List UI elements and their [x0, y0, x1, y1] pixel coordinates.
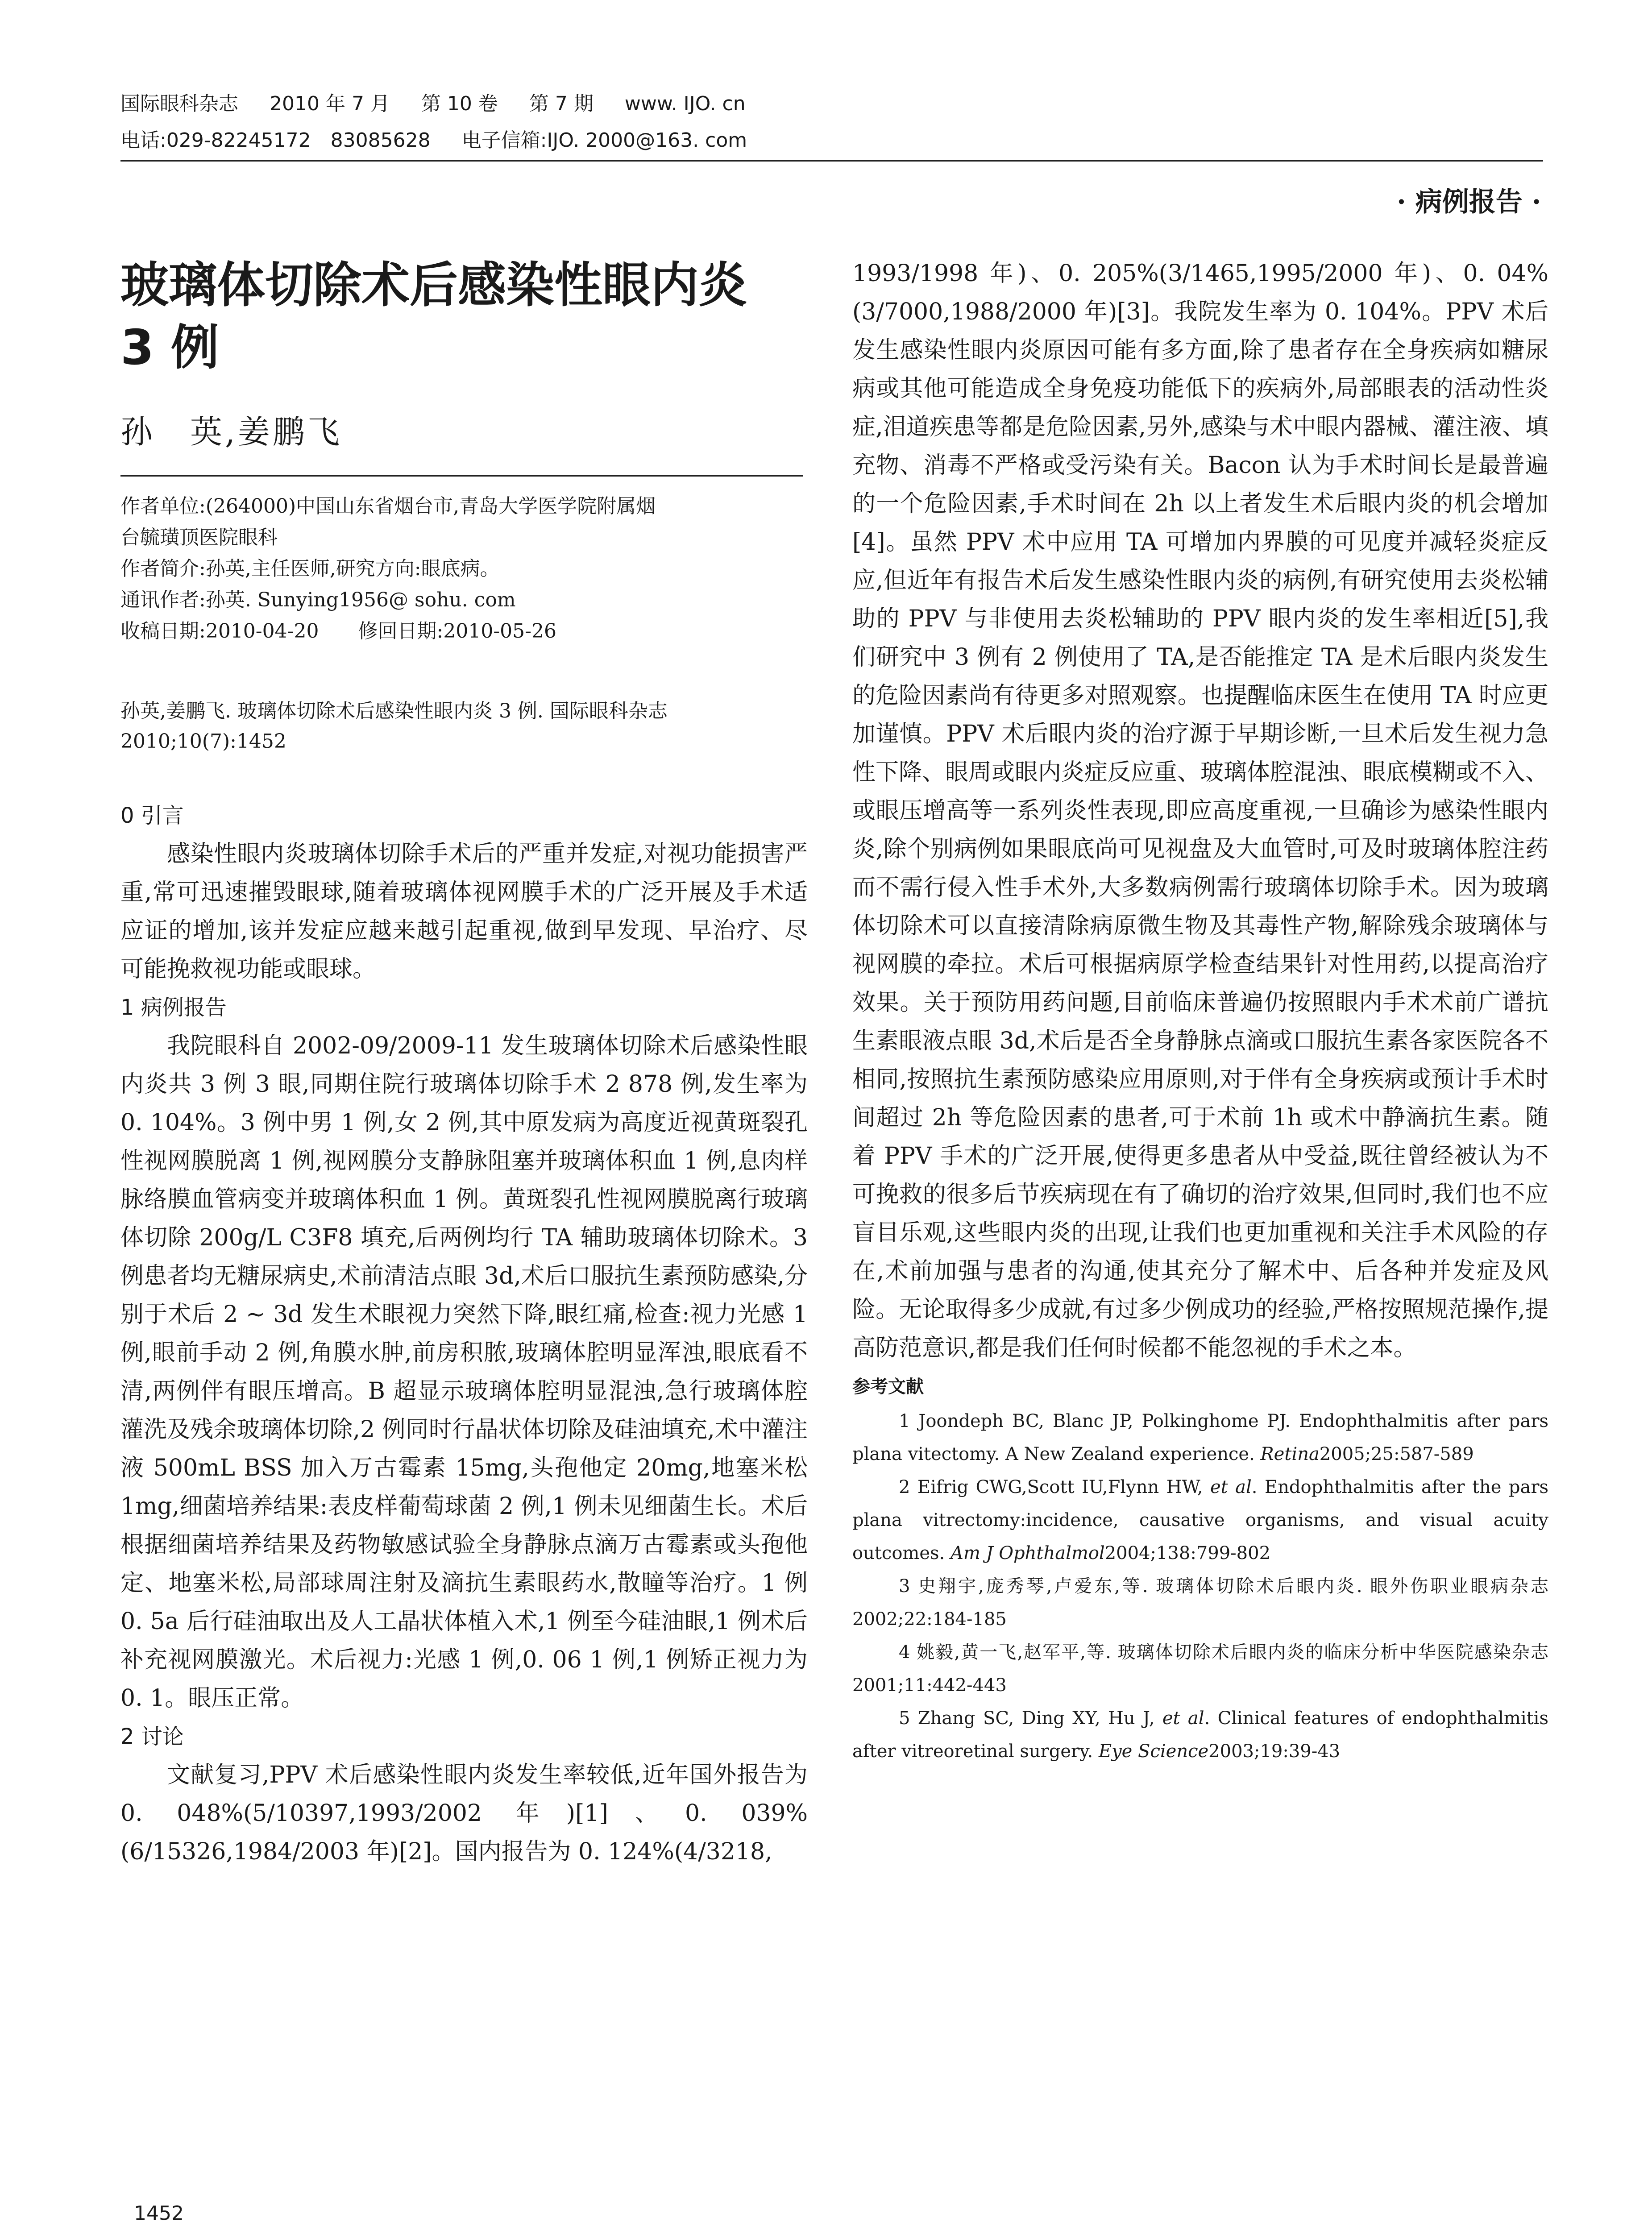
correspondence: 通讯作者:孙英. Sunying1956@ sohu. com: [120, 589, 516, 611]
contact-line: [120, 125, 778, 156]
journal-name: 国际眼科杂志: [120, 92, 238, 115]
author-rule: [120, 475, 803, 477]
intro-heading: 0 引言: [120, 803, 184, 828]
author-info: [120, 491, 803, 647]
header-rule: [120, 160, 1543, 162]
received-dates: 收稿日期:2010-04-20 修回日期:2010-05-26: [120, 620, 557, 643]
reference-2: 2 Eifrig CWG,Scott IU,Flynn HW, et al. Endophthalmitis after the pars plana vitrectomy:incidence, causative organisms, and visual acuity outcomes. Am J Ophthalmol2004;138:799-802: [852, 1477, 1549, 1563]
references-list: [852, 1405, 1548, 1768]
right-column: [852, 254, 1548, 1768]
title-line-1: 玻璃体切除术后感染性眼内炎: [120, 257, 747, 313]
authors: 孙 英,姜鹏飞: [120, 413, 342, 451]
reference-3: 3 史翔宇,庞秀琴,卢爱东,等. 玻璃体切除术后眼内炎. 眼外伤职业眼病杂志 2002;22:184-185: [852, 1576, 1548, 1630]
discussion-heading: 2 讨论: [120, 1724, 184, 1749]
email: 电子信箱:IJO. 2000@163. com: [461, 129, 747, 152]
title-line-2: 3 例: [120, 320, 219, 376]
reference-5: 5 Zhang SC, Ding XY, Hu J, et al. Clinical features of endophthalmitis after vitreoretinal surgery. Eye Science2003;19:39-43: [852, 1708, 1548, 1762]
affiliation-line-2: 台毓璜顶医院眼科: [120, 526, 278, 549]
section-label: · 病例报告 ·: [1397, 187, 1541, 218]
left-column: [120, 796, 808, 1871]
discussion-continued: 1993/1998 年)、0. 205%(3/1465,1995/2000 年)、0. 04%(3/7000,1988/2000 年)[3]。我院发生率为 0. 104%。PPV 术后发生感染性眼内炎原因可能有多方面,除了患者存在全身疾病如糖尿病或其他可能造成全身免疫功能低下的疾病外,局部眼表的活动性炎症,泪道疾患等都是危险因素,另外,感染与术中眼内器械、灌注液、填充物、消毒不严格或受污染有关。Bacon 认为手术时间长是最普遍的一个危险因素,手术时间在 2h 以上者发生术后眼内炎的机会增加[4]。虽然 PPV 术中应用 TA 可增加内界膜的可见度并减轻炎症反应,但近年有报告术后发生感染性眼内炎的病例,有研究使用去炎松辅助的 PPV 与非使用去炎松辅助的 PPV 眼内炎的发生率相近[5],我们研究中 3 例有 2 例使用了 TA,是否能推定 TA 是术后眼内炎发生的危险因素尚有待更多对照观察。也提醒临床医生在使用 TA 时应更加谨慎。PPV 术后眼内炎的治疗源于早期诊断,一旦术后发生视力急性下降、眼周或眼内炎症反应重、玻璃体腔混浊、眼底模糊或不入、或眼压增高等一系列炎性表现,即应高度重视,一旦确诊为感染性眼内炎,除个别病例如果眼底尚可见视盘及大血管时,可及时玻璃体腔注药而不需行侵入性手术外,大多数病例需行玻璃体切除手术。因为玻璃体切除术可以直接清除病原微生物及其毒性产物,解除残余玻璃体与视网膜的牵拉。术后可根据病原学检查结果针对性用药,以提高治疗效果。关于预防用药问题,目前临床普遍仍按照眼内手术术前广谱抗生素眼液点眼 3d,术后是否全身静脉点滴或口服抗生素各家医院各不相同,按照抗生素预防感染应用原则,对于伴有全身疾病或预计手术时间超过 2h 等危险因素的患者,可于术前 1h 或术中静滴抗生素。随着 PPV 手术的广泛开展,使得更多患者从中受益,既往曾经被认为不可挽救的很多后节疾病现在有了确切的治疗效果,但同时,我们也不应盲目乐观,这些眼内炎的出现,让我们也更加重视和关注手术风险的存在,术前加强与患者的沟通,使其充分了解术中、后各种并发症及风险。无论取得多少成就,有过多少例成功的经验,严格按照规范操作,提高防范意识,都是我们任何时候都不能忽视的手术之本。: [852, 260, 1549, 1361]
citation: 孙英,姜鹏飞. 玻璃体切除术后感染性眼内炎 3 例. 国际眼科杂志 2010;10(7):1452: [120, 700, 668, 753]
references-heading: 参考文献: [852, 1377, 924, 1397]
website-link[interactable]: www. IJO. cn: [624, 92, 746, 115]
issue: 第 7 期: [529, 92, 594, 115]
reference-4: 4 姚毅,黄一飞,赵军平,等. 玻璃体切除术后眼内炎的临床分析中华医院感染杂志 2001;11:442-443: [852, 1642, 1548, 1696]
phone: 电话:029-82245172 83085628: [120, 129, 431, 152]
page-number: 1452: [134, 2202, 184, 2225]
case-heading: 1 病例报告: [120, 995, 227, 1020]
case-paragraph: 我院眼科自 2002-09/2009-11 发生玻璃体切除术后感染性眼内炎共 3 例 3 眼,同期住院行玻璃体切除手术 2 878 例,发生率为 0. 104%。3 例中男 1 例,女 2 例,其中原发病为高度近视黄斑裂孔性视网膜脱离 1 例,视网膜分支静脉阻塞并玻璃体积血 1 例,息肉样脉络膜血管病变并玻璃体积血 1 例。黄斑裂孔性视网膜脱离行玻璃体切除 200g/L C3F8 填充,后两例均行 TA 辅助玻璃体切除术。3 例患者均无糖尿病史,术前清洁点眼 3d,术后口服抗生素预防感染,分别于术后 2 ~ 3d 发生术眼视力突然下降,眼红痛,检查:视力光感 1 例,眼前手动 2 例,角膜水肿,前房积脓,玻璃体腔明显浑浊,眼底看不清,两例伴有眼压增高。B 超显示玻璃体腔明显混浊,急行玻璃体腔灌洗及残余玻璃体切除,2 例同时行晶状体切除及硅油填充,术中灌注液 500mL BSS 加入万古霉素 15mg,头孢他定 20mg,地塞米松 1mg,细菌培养结果:表皮样葡萄球菌 2 例,1 例未见细菌生长。术后根据细菌培养结果及药物敏感试验全身静脉点滴万古霉素或头孢他定、地塞米松,局部球周注射及滴抗生素眼药水,散瞳等治疗。1 例 0. 5a 后行硅油取出及人工晶状体植入术,1 例至今硅油眼,1 例术后补充视网膜激光。术后视力:光感 1 例,0. 06 1 例,1 例矫正视力为 0. 1。眼压正常。: [120, 1033, 808, 1712]
volume: 第 10 卷: [421, 92, 498, 115]
reference-1: 1 Joondeph BC, Blanc JP, Polkinghome PJ. Endophthalmitis after pars plana vitectomy. A New Zealand experience. Retina2005;25:587-589: [852, 1411, 1548, 1464]
intro-paragraph: 感染性眼内炎玻璃体切除手术后的严重并发症,对视功能损害严重,常可迅速摧毁眼球,随着玻璃体视网膜手术的广泛开展及手术适应证的增加,该并发症应越来越引起重视,做到早发现、早治疗、尽可能挽救视功能或眼球。: [120, 841, 808, 983]
affiliation-line-1: 作者单位:(264000)中国山东省烟台市,青岛大学医学院附属烟: [120, 495, 656, 518]
journal-header: [120, 88, 777, 120]
discussion-paragraph: 文献复习,PPV 术后感染性眼内炎发生率较低,近年国外报告为 0. 048%(5/10397,1993/2002 年)[1]、0. 039%(6/15326,1984/2003 年)[2]。国内报告为 0. 124%(4/3218,: [120, 1762, 808, 1865]
article-title: [120, 254, 808, 379]
issue-date: 2010 年 7 月: [270, 92, 390, 115]
author-bio: 作者简介:孙英,主任医师,研究方向:眼底病。: [120, 557, 500, 580]
